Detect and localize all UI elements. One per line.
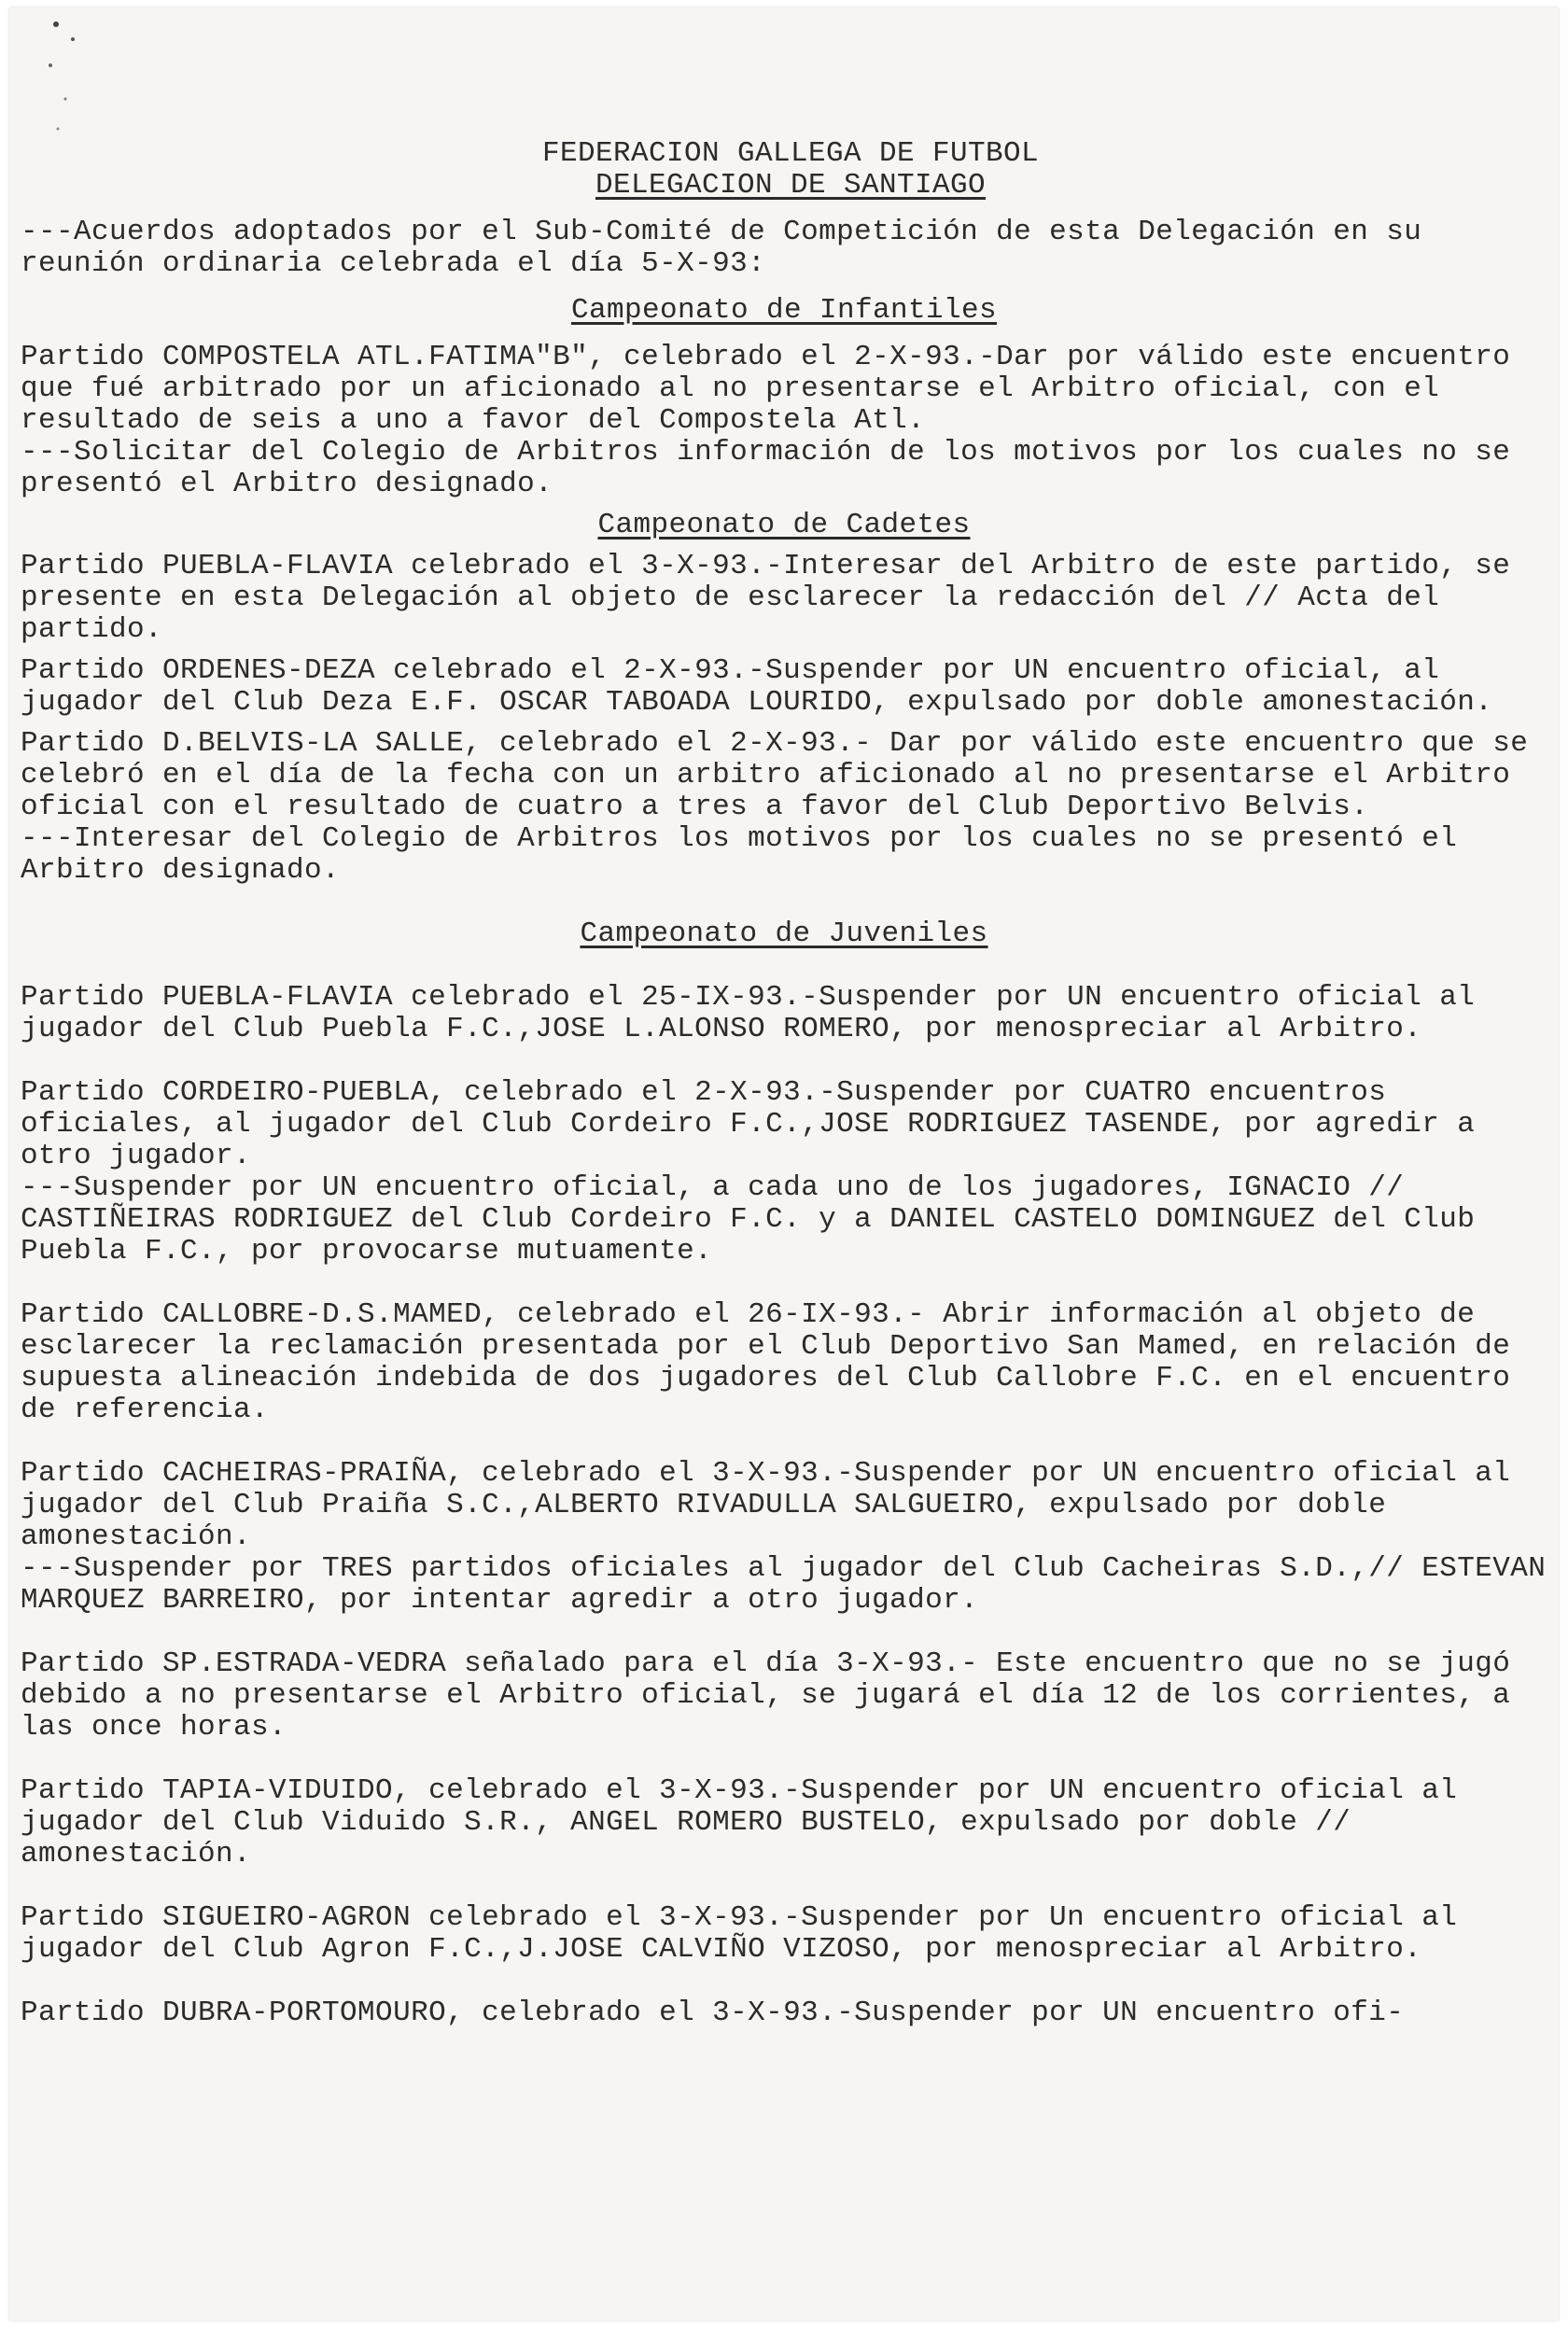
paragraph: ---Solicitar del Colegio de Arbitros información de los motivos por los cuales no se presentó el Arbitro designado. <box>21 436 1529 500</box>
section-heading-cadetes: Campeonato de Cadetes <box>597 509 971 541</box>
paragraph: ---Suspender por TRES partidos oficiales al jugador del Club Cacheiras S.D.,// ESTEVAN MARQUEZ BARREIRO, por intentar agredir a otro jugador. <box>21 1552 1564 1617</box>
delegation-title: DELEGACION DE SANTIAGO <box>595 169 987 202</box>
paragraph: Partido SP.ESTRADA-VEDRA señalado para el día 3-X-93.- Este encuentro que no se jugó debido a no presentarse el Arbitro oficial, se jugará el día 12 de los corrientes, a las once horas. <box>21 1647 1529 1744</box>
paragraph: Partido PUEBLA-FLAVIA celebrado el 3-X-93.-Interesar del Arbitro de este partido, se presente en esta Delegación al objeto de esclarecer la redacción del // Acta del partido. <box>21 550 1529 646</box>
intro-paragraph: ---Acuerdos adoptados por el Sub-Comité de Competición de esta Delegación en su reunión ordinaria celebrada el día 5-X-93: <box>21 216 1440 280</box>
paragraph: Partido SIGUEIRO-AGRON celebrado el 3-X-93.-Suspender por Un encuentro oficial al jugador del Club Agron F.C.,J.JOSE CALVIÑO VIZOSO, por menospreciar al Arbitro. <box>21 1901 1476 1966</box>
document-body <box>21 137 1564 2029</box>
paragraph: ---Interesar del Colegio de Arbitros los motivos por los cuales no se presentó el Arbitro designado. <box>21 822 1476 887</box>
paragraph: Partido D.BELVIS-LA SALLE, celebrado el 2-X-93.- Dar por válido este encuentro que se celebró en el día de la fecha con un arbitro aficionado al no presentarse el Arbitro oficial con el resultado de cuatro a tres a favor del Club Deportivo Belvis. <box>21 727 1547 823</box>
paragraph: Partido DUBRA-PORTOMOURO, celebrado el 3-X-93.-Suspender por UN encuentro ofi- <box>21 1997 1405 2029</box>
paragraph: ---Suspender por UN encuentro oficial, a cada uno de los jugadores, IGNACIO // CASTIÑEIRAS RODRIGUEZ del Club Cordeiro F.C. y a DANIEL CASTELO DOMINGUEZ del Club Puebla F.C., por provocarse mutuamente. <box>21 1171 1493 1268</box>
paragraph: Partido CACHEIRAS-PRAIÑA, celebrado el 3-X-93.-Suspender por UN encuentro oficial al jugador del Club Praiña S.C.,ALBERTO RIVADULLA SALGUEIRO, expulsado por doble amonestación. <box>21 1457 1529 1553</box>
section-heading-juveniles: Campeonato de Juveniles <box>580 918 988 950</box>
paragraph: Partido COMPOSTELA ATL.FATIMA"B", celebrado el 2-X-93.-Dar por válido este encuentro que fué arbitrado por un aficionado al no presentarse el Arbitro oficial, con el resultado de seis a uno a favor del Compostela Atl. <box>21 341 1529 437</box>
paragraph: Partido ORDENES-DEZA celebrado el 2-X-93.-Suspender por UN encuentro oficial, al jugador del Club Deza E.F. OSCAR TABOADA LOURIDO, expulsado por doble amonestación. <box>21 654 1493 719</box>
section-heading-infantiles: Campeonato de Infantiles <box>570 294 998 327</box>
paragraph: Partido PUEBLA-FLAVIA celebrado el 25-IX-93.-Suspender por UN encuentro oficial al jugador del Club Puebla F.C.,JOSE L.ALONSO ROMERO, por menospreciar al Arbitro. <box>21 981 1493 1045</box>
paragraph: Partido TAPIA-VIDUIDO, celebrado el 3-X-93.-Suspender por UN encuentro oficial al jugador del Club Viduido S.R., ANGEL ROMERO BUSTELO, expulsado por doble // amonestación. <box>21 1774 1476 1871</box>
paragraph: Partido CALLOBRE-D.S.MAMED, celebrado el 26-IX-93.- Abrir información al objeto de esclarecer la reclamación presentada por el Club Deportivo San Mamed, en relación de supuesta alineación indebida de dos jugadores del Club Callobre F.C. en el encuentro de referencia. <box>21 1298 1529 1426</box>
document-page <box>9 7 1564 2320</box>
federation-title: FEDERACION GALLEGA DE FUTBOL <box>541 137 1040 170</box>
paragraph: Partido CORDEIRO-PUEBLA, celebrado el 2-X-93.-Suspender por CUATRO encuentros oficiales, al jugador del Club Cordeiro F.C.,JOSE RODRIGUEZ TASENDE, por agredir a otro jugador. <box>21 1076 1493 1172</box>
